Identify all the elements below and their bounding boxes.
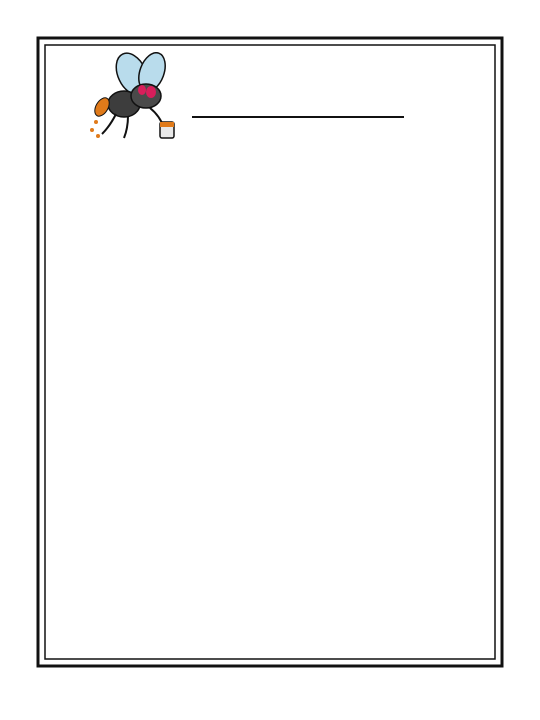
fly-painter-clipart <box>88 52 188 144</box>
name-field[interactable] <box>190 94 404 118</box>
name-blank-line[interactable] <box>192 98 404 118</box>
